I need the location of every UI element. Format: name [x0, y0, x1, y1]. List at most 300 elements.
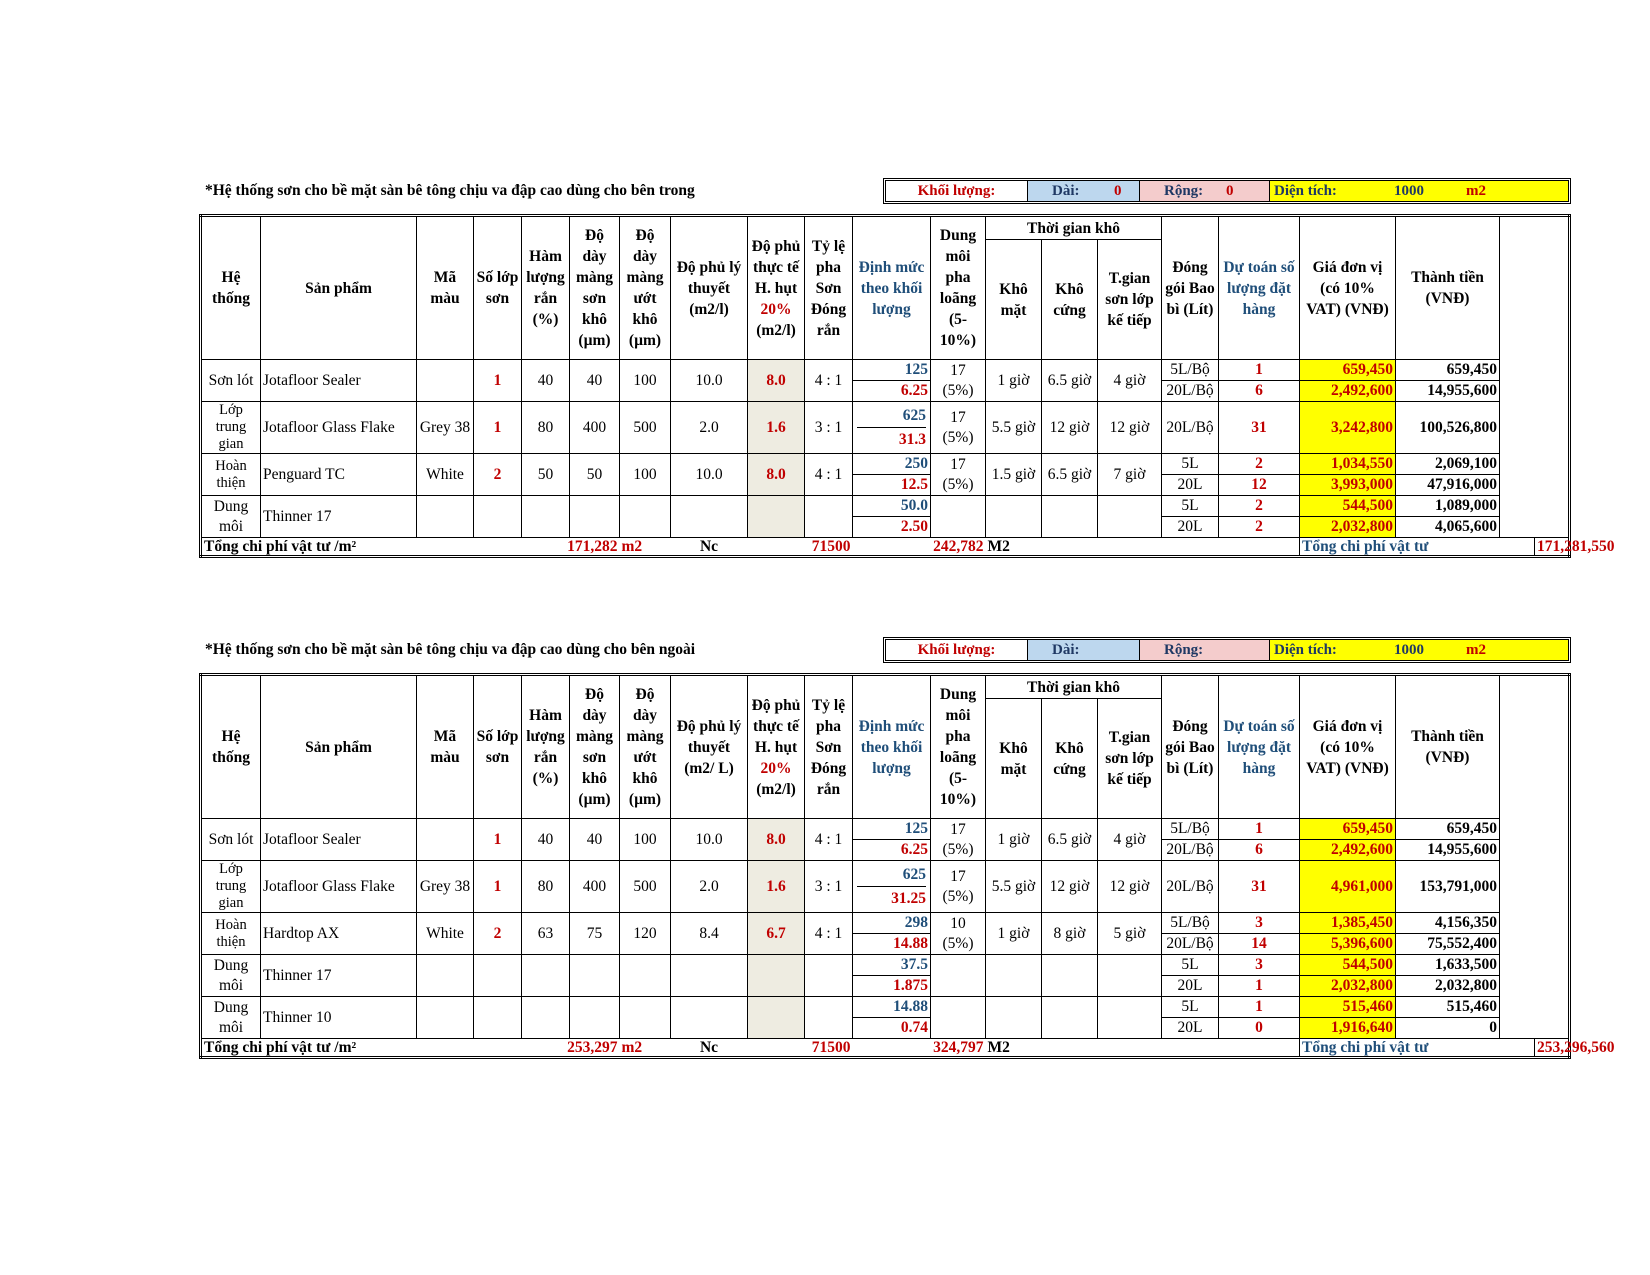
- dry-film-cell: 50: [570, 454, 620, 496]
- theoretical-cell: 10.0: [671, 819, 748, 861]
- table-row: [201, 402, 1570, 454]
- thinner-cell: 10 (5%): [931, 913, 986, 955]
- amount-cell: 47,916,000: [1396, 475, 1500, 496]
- wet-film-cell: 120: [620, 913, 671, 955]
- amount-cell: 659,450: [1396, 819, 1500, 840]
- total-row: [201, 1039, 1570, 1058]
- header-theoretical-coverage: Độ phủ lý thuyết (m2/ L): [671, 675, 748, 819]
- system-cell: Dung môi: [201, 496, 261, 538]
- recoat-cell: [1098, 997, 1162, 1039]
- dry-film-cell: 40: [570, 819, 620, 861]
- unit-price-cell[interactable]: 544,500: [1300, 496, 1396, 517]
- header-hard-dry: Khô cứng: [1042, 240, 1098, 360]
- quantity-label: Khối lượng:: [886, 640, 1028, 660]
- total-cost-value: 253,296,560: [1535, 1039, 1570, 1058]
- theoretical-cell: [671, 955, 748, 997]
- solid-cell: 40: [522, 360, 570, 402]
- total-unit: m2: [620, 538, 671, 557]
- header-practical-b: (m2/l): [756, 321, 796, 339]
- coats-cell: 1: [474, 402, 522, 454]
- solid-cell: 40: [522, 819, 570, 861]
- width-cell[interactable]: [1140, 181, 1270, 201]
- solid-cell: 80: [522, 861, 570, 913]
- area-label: Diện tích:: [1274, 641, 1337, 658]
- order-qty-cell[interactable]: 2: [1219, 496, 1300, 517]
- solid-cell: [522, 997, 570, 1039]
- color-code-cell: [417, 819, 474, 861]
- order-qty-cell[interactable]: 14: [1219, 934, 1300, 955]
- unit-price-cell[interactable]: 4,961,000: [1300, 861, 1396, 913]
- consumption-cell: 12.5: [853, 475, 931, 496]
- system-cell: Hoàn thiện: [201, 454, 261, 496]
- area-cell[interactable]: [1270, 640, 1568, 660]
- header-thinner: Dung môi pha loãng (5-10%): [931, 216, 986, 360]
- packing-cell: 5L: [1162, 496, 1219, 517]
- header-practical-coverage: [748, 216, 805, 360]
- header-mix-ratio: Tỷ lệ pha Sơn Đóng rắn: [805, 216, 853, 360]
- recoat-cell: [1098, 955, 1162, 997]
- order-qty-cell[interactable]: 2: [1219, 454, 1300, 475]
- wet-film-cell: 500: [620, 861, 671, 913]
- length-label: Dài:: [1052, 182, 1080, 199]
- practical-cell: [748, 496, 805, 538]
- total-per-m2: 171,282: [522, 538, 620, 557]
- total-row: [201, 538, 1570, 557]
- consumption-vol: 31.25: [891, 890, 926, 907]
- consumption-cell: 37.5: [853, 955, 931, 976]
- wet-film-cell: 100: [620, 454, 671, 496]
- coats-cell: 1: [474, 861, 522, 913]
- recoat-cell: 5 giờ: [1098, 913, 1162, 955]
- consumption-vol: 31.3: [898, 431, 926, 448]
- consumption-cell: 125: [853, 360, 931, 381]
- coats-cell: [474, 997, 522, 1039]
- nc-value: 71500: [748, 1039, 853, 1058]
- header-practical-a: Độ phủ thực tế H. hụt: [751, 237, 801, 297]
- consumption-cell: 14.88: [853, 997, 931, 1018]
- unit-price-cell[interactable]: 1,916,640: [1300, 1018, 1396, 1039]
- header-product: Sản phẩm: [261, 675, 417, 819]
- unit-price-cell[interactable]: 2,032,800: [1300, 517, 1396, 538]
- ratio-cell: 3 : 1: [805, 861, 853, 913]
- paint-system-table: [199, 214, 1615, 558]
- amount-cell: 0: [1396, 1018, 1500, 1039]
- packing-cell: 5L/Bộ: [1162, 913, 1219, 934]
- amount-cell: 2,069,100: [1396, 454, 1500, 475]
- practical-cell: 1.6: [748, 861, 805, 913]
- length-label: Dài:: [1052, 641, 1080, 658]
- touch-dry-cell: 5.5 giờ: [986, 402, 1042, 454]
- theoretical-cell: 8.4: [671, 913, 748, 955]
- header-packing: Đóng gói Bao bì (Lít): [1162, 675, 1219, 819]
- table-row: [201, 861, 1570, 913]
- unit-price-cell[interactable]: 3,242,800: [1300, 402, 1396, 454]
- thinner-cell: [931, 496, 986, 538]
- order-qty-cell[interactable]: 0: [1219, 1018, 1300, 1039]
- grand-per-m2: 324,797: [853, 1039, 986, 1058]
- table-row: [201, 496, 1570, 517]
- packing-cell: 20L/Bộ: [1162, 402, 1219, 454]
- ratio-cell: 4 : 1: [805, 454, 853, 496]
- solid-cell: [522, 496, 570, 538]
- table-row: [201, 997, 1570, 1018]
- quantity-label: Khối lượng:: [886, 181, 1028, 201]
- ratio-cell: 4 : 1: [805, 819, 853, 861]
- product-cell: Penguard TC: [261, 454, 417, 496]
- header-practical-pct: 20%: [760, 300, 792, 318]
- wet-film-cell: 100: [620, 360, 671, 402]
- packing-cell: 20L: [1162, 976, 1219, 997]
- total-per-m2: 253,297: [522, 1039, 620, 1058]
- amount-cell: 153,791,000: [1396, 861, 1500, 913]
- hard-dry-cell: [1042, 496, 1098, 538]
- order-qty-cell[interactable]: 31: [1219, 861, 1300, 913]
- color-code-cell: [417, 997, 474, 1039]
- consumption-cell: 250: [853, 454, 931, 475]
- area-unit: m2: [1466, 182, 1486, 199]
- header-consumption: Định mức theo khối lượng: [853, 216, 931, 360]
- total-cost-value: 171,281,550: [1535, 538, 1570, 557]
- theoretical-cell: 2.0: [671, 861, 748, 913]
- header-practical-pct: 20%: [760, 759, 792, 777]
- touch-dry-cell: 1 giờ: [986, 360, 1042, 402]
- packing-cell: 20L/Bộ: [1162, 861, 1219, 913]
- quantity-box: [883, 637, 1571, 663]
- unit-price-cell[interactable]: 1,034,550: [1300, 454, 1396, 475]
- header-product: Sản phẩm: [261, 216, 417, 360]
- packing-cell: 5L: [1162, 454, 1219, 475]
- coats-cell: 2: [474, 913, 522, 955]
- thinner-cell: [931, 997, 986, 1039]
- hard-dry-cell: 12 giờ: [1042, 861, 1098, 913]
- color-code-cell: Grey 38: [417, 402, 474, 454]
- dry-film-cell: 400: [570, 402, 620, 454]
- hard-dry-cell: [1042, 997, 1098, 1039]
- header-color-code: Mã màu: [417, 216, 474, 360]
- paint-system-table: [199, 673, 1615, 1059]
- touch-dry-cell: [986, 997, 1042, 1039]
- system-cell: Dung môi: [201, 955, 261, 997]
- order-qty-cell[interactable]: 6: [1219, 840, 1300, 861]
- order-qty-cell[interactable]: 3: [1219, 955, 1300, 976]
- order-qty-cell[interactable]: 6: [1219, 381, 1300, 402]
- consumption-cell: 125: [853, 819, 931, 840]
- coats-cell: 1: [474, 360, 522, 402]
- unit-price-cell[interactable]: 659,450: [1300, 819, 1396, 840]
- header-recoat: T.gian sơn lớp kế tiếp: [1098, 240, 1162, 360]
- grand-unit: M2: [986, 1039, 1042, 1058]
- consumption-cell: 6.25: [853, 840, 931, 861]
- ratio-cell: 3 : 1: [805, 402, 853, 454]
- order-qty-cell[interactable]: 1: [1219, 997, 1300, 1018]
- hard-dry-cell: [1042, 955, 1098, 997]
- consumption-cell: 1.875: [853, 976, 931, 997]
- amount-cell: 1,089,000: [1396, 496, 1500, 517]
- product-cell: Hardtop AX: [261, 913, 417, 955]
- unit-price-cell[interactable]: 3,993,000: [1300, 475, 1396, 496]
- packing-cell: 20L: [1162, 475, 1219, 496]
- width-value[interactable]: 0: [1226, 182, 1234, 199]
- product-cell: Thinner 17: [261, 955, 417, 997]
- order-qty-cell[interactable]: 12: [1219, 475, 1300, 496]
- header-amount: Thành tiền (VNĐ): [1396, 675, 1500, 819]
- packing-cell: 20L: [1162, 517, 1219, 538]
- header-touch-dry: Khô mặt: [986, 699, 1042, 819]
- header-wet-film: Độ dày màng ướt khô (µm): [620, 216, 671, 360]
- unit-price-cell[interactable]: 2,492,600: [1300, 840, 1396, 861]
- coats-cell: [474, 496, 522, 538]
- unit-price-cell[interactable]: 544,500: [1300, 955, 1396, 976]
- color-code-cell: White: [417, 913, 474, 955]
- section-interior: [199, 178, 1615, 558]
- theoretical-cell: [671, 997, 748, 1039]
- dry-film-cell: [570, 955, 620, 997]
- area-value[interactable]: 1000: [1394, 182, 1424, 199]
- section-exterior: [199, 637, 1615, 1059]
- dry-film-cell: [570, 997, 620, 1039]
- consumption-cell: 50.0: [853, 496, 931, 517]
- table-row: [201, 819, 1570, 840]
- packing-cell: 20L/Bộ: [1162, 381, 1219, 402]
- color-code-cell: Grey 38: [417, 861, 474, 913]
- header-unit-price: Giá đơn vị (có 10% VAT) (VNĐ): [1300, 216, 1396, 360]
- thinner-cell: 17 (5%): [931, 819, 986, 861]
- packing-cell: 20L/Bộ: [1162, 934, 1219, 955]
- header-dry-film: Độ dày màng sơn khô (µm): [570, 216, 620, 360]
- ratio-cell: [805, 997, 853, 1039]
- unit-price-cell[interactable]: 2,492,600: [1300, 381, 1396, 402]
- color-code-cell: White: [417, 454, 474, 496]
- header-practical-coverage: [748, 675, 805, 819]
- section-title: *Hệ thống sơn cho bề mặt sàn bê tông chịu va đập cao dùng cho bên ngoài: [205, 641, 696, 658]
- product-cell: Jotafloor Sealer: [261, 360, 417, 402]
- dry-film-cell: 400: [570, 861, 620, 913]
- recoat-cell: [1098, 496, 1162, 538]
- header-practical-a: Độ phủ thực tế H. hụt: [751, 696, 801, 756]
- table-row: [201, 454, 1570, 475]
- table-row: [201, 360, 1570, 381]
- amount-cell: 515,460: [1396, 997, 1500, 1018]
- header-packing: Đóng gói Bao bì (Lít): [1162, 216, 1219, 360]
- section-title: *Hệ thống sơn cho bề mặt sàn bê tông chịu va đập cao dùng cho bên trong: [205, 182, 695, 199]
- consumption-cell: [853, 402, 931, 454]
- packing-cell: 20L: [1162, 1018, 1219, 1039]
- practical-cell: [748, 997, 805, 1039]
- consumption-cell: [853, 861, 931, 913]
- dry-film-cell: 75: [570, 913, 620, 955]
- header-drying-time: Thời gian khô: [986, 675, 1162, 699]
- header-coats: Số lớp sơn: [474, 675, 522, 819]
- recoat-cell: 7 giờ: [1098, 454, 1162, 496]
- amount-cell: 75,552,400: [1396, 934, 1500, 955]
- header-recoat: T.gian sơn lớp kế tiếp: [1098, 699, 1162, 819]
- coats-cell: [474, 955, 522, 997]
- ratio-cell: 4 : 1: [805, 360, 853, 402]
- wet-film-cell: 100: [620, 819, 671, 861]
- system-cell: Lớp trung gian: [201, 861, 261, 913]
- amount-cell: 14,955,600: [1396, 840, 1500, 861]
- touch-dry-cell: [986, 496, 1042, 538]
- touch-dry-cell: 1 giờ: [986, 913, 1042, 955]
- total-cost-label: Tổng chi phí vật tư: [1300, 1039, 1535, 1058]
- unit-price-cell[interactable]: 5,396,600: [1300, 934, 1396, 955]
- order-qty-cell[interactable]: 31: [1219, 402, 1300, 454]
- amount-cell: 100,526,800: [1396, 402, 1500, 454]
- unit-price-cell[interactable]: 659,450: [1300, 360, 1396, 381]
- width-cell[interactable]: [1140, 640, 1270, 660]
- table-row: [201, 955, 1570, 976]
- theoretical-cell: [671, 496, 748, 538]
- nc-value: 71500: [748, 538, 853, 557]
- ratio-cell: 4 : 1: [805, 913, 853, 955]
- recoat-cell: 12 giờ: [1098, 861, 1162, 913]
- amount-cell: 4,156,350: [1396, 913, 1500, 934]
- consumption-qty: 625: [857, 404, 926, 428]
- header-order-qty: Dự toán số lượng đặt hàng: [1219, 216, 1300, 360]
- hard-dry-cell: 6.5 giờ: [1042, 360, 1098, 402]
- thinner-cell: [931, 955, 986, 997]
- coats-cell: 2: [474, 454, 522, 496]
- product-cell: Jotafloor Glass Flake: [261, 861, 417, 913]
- amount-cell: 4,065,600: [1396, 517, 1500, 538]
- nc-label: Nc: [671, 538, 748, 557]
- order-qty-cell[interactable]: 1: [1219, 976, 1300, 997]
- wet-film-cell: [620, 496, 671, 538]
- thinner-cell: 17 (5%): [931, 454, 986, 496]
- hard-dry-cell: 6.5 giờ: [1042, 819, 1098, 861]
- header-wet-film: Độ dày màng ướt khô (µm): [620, 675, 671, 819]
- header-consumption: Định mức theo khối lượng: [853, 675, 931, 819]
- order-qty-cell[interactable]: 1: [1219, 819, 1300, 840]
- wet-film-cell: 500: [620, 402, 671, 454]
- header-order-qty: Dự toán số lượng đặt hàng: [1219, 675, 1300, 819]
- unit-price-cell[interactable]: 1,385,450: [1300, 913, 1396, 934]
- hard-dry-cell: 12 giờ: [1042, 402, 1098, 454]
- product-cell: Thinner 10: [261, 997, 417, 1039]
- width-label: Rộng:: [1164, 182, 1204, 199]
- dry-film-cell: 40: [570, 360, 620, 402]
- practical-cell: [748, 955, 805, 997]
- length-cell[interactable]: [1028, 640, 1140, 660]
- header-amount: Thành tiền (VNĐ): [1396, 216, 1500, 360]
- touch-dry-cell: 5.5 giờ: [986, 861, 1042, 913]
- practical-cell: 1.6: [748, 402, 805, 454]
- packing-cell: 5L: [1162, 997, 1219, 1018]
- width-label: Rộng:: [1164, 641, 1204, 658]
- consumption-cell: 2.50: [853, 517, 931, 538]
- color-code-cell: [417, 360, 474, 402]
- system-cell: Sơn lót: [201, 360, 261, 402]
- thinner-cell: 17 (5%): [931, 861, 986, 913]
- total-label: Tổng chi phí vật tư /m²: [201, 1039, 522, 1058]
- practical-cell: 6.7: [748, 913, 805, 955]
- ratio-cell: [805, 955, 853, 997]
- system-cell: Sơn lót: [201, 819, 261, 861]
- grand-unit: M2: [986, 538, 1042, 557]
- order-qty-cell[interactable]: 1: [1219, 360, 1300, 381]
- system-cell: Lớp trung gian: [201, 402, 261, 454]
- length-cell[interactable]: [1028, 181, 1140, 201]
- product-cell: Jotafloor Sealer: [261, 819, 417, 861]
- total-cost-label: Tổng chi phí vật tư: [1300, 538, 1535, 557]
- area-value[interactable]: 1000: [1394, 641, 1424, 658]
- solid-cell: 63: [522, 913, 570, 955]
- wet-film-cell: [620, 955, 671, 997]
- length-value[interactable]: 0: [1114, 182, 1122, 199]
- area-cell[interactable]: [1270, 181, 1568, 201]
- practical-cell: 8.0: [748, 454, 805, 496]
- color-code-cell: [417, 496, 474, 538]
- unit-price-cell[interactable]: 515,460: [1300, 997, 1396, 1018]
- grand-per-m2: 242,782: [853, 538, 986, 557]
- header-thinner: Dung môi pha loãng (5-10%): [931, 675, 986, 819]
- product-cell: Jotafloor Glass Flake: [261, 402, 417, 454]
- header-dry-film: Độ dày màng sơn khô (µm): [570, 675, 620, 819]
- system-cell: Dung môi: [201, 997, 261, 1039]
- table-row: [201, 913, 1570, 934]
- area-label: Diện tích:: [1274, 182, 1337, 199]
- consumption-cell: 6.25: [853, 381, 931, 402]
- hard-dry-cell: 8 giờ: [1042, 913, 1098, 955]
- touch-dry-cell: 1.5 giờ: [986, 454, 1042, 496]
- unit-price-cell[interactable]: 2,032,800: [1300, 976, 1396, 997]
- thinner-cell: 17 (5%): [931, 402, 986, 454]
- packing-cell: 5L/Bộ: [1162, 360, 1219, 381]
- amount-cell: 659,450: [1396, 360, 1500, 381]
- packing-cell: 5L/Bộ: [1162, 819, 1219, 840]
- header-color-code: Mã màu: [417, 675, 474, 819]
- consumption-cell: 298: [853, 913, 931, 934]
- practical-cell: 8.0: [748, 360, 805, 402]
- theoretical-cell: 10.0: [671, 454, 748, 496]
- total-label: Tổng chi phí vật tư /m²: [201, 538, 522, 557]
- header-system: Hệ thống: [201, 675, 261, 819]
- wet-film-cell: [620, 997, 671, 1039]
- color-code-cell: [417, 955, 474, 997]
- order-qty-cell[interactable]: 3: [1219, 913, 1300, 934]
- amount-cell: 14,955,600: [1396, 381, 1500, 402]
- quantity-box: [883, 178, 1571, 204]
- recoat-cell: 4 giờ: [1098, 360, 1162, 402]
- header-theoretical-coverage: Độ phủ lý thuyết (m2/l): [671, 216, 748, 360]
- order-qty-cell[interactable]: 2: [1219, 517, 1300, 538]
- solid-cell: 80: [522, 402, 570, 454]
- consumption-cell: 0.74: [853, 1018, 931, 1039]
- header-solid-content: Hàm lượng rắn (%): [522, 675, 570, 819]
- theoretical-cell: 2.0: [671, 402, 748, 454]
- packing-cell: 5L: [1162, 955, 1219, 976]
- consumption-qty: 625: [857, 863, 926, 887]
- coats-cell: 1: [474, 819, 522, 861]
- header-drying-time: Thời gian khô: [986, 216, 1162, 240]
- area-unit: m2: [1466, 641, 1486, 658]
- header-system: Hệ thống: [201, 216, 261, 360]
- thinner-cell: 17 (5%): [931, 360, 986, 402]
- recoat-cell: 4 giờ: [1098, 819, 1162, 861]
- header-unit-price: Giá đơn vị (có 10% VAT) (VNĐ): [1300, 675, 1396, 819]
- theoretical-cell: 10.0: [671, 360, 748, 402]
- consumption-cell: 14.88: [853, 934, 931, 955]
- recoat-cell: 12 giờ: [1098, 402, 1162, 454]
- practical-cell: 8.0: [748, 819, 805, 861]
- hard-dry-cell: 6.5 giờ: [1042, 454, 1098, 496]
- amount-cell: 2,032,800: [1396, 976, 1500, 997]
- header-practical-b: (m2/l): [756, 780, 796, 798]
- ratio-cell: [805, 496, 853, 538]
- header-touch-dry: Khô mặt: [986, 240, 1042, 360]
- solid-cell: 50: [522, 454, 570, 496]
- touch-dry-cell: 1 giờ: [986, 819, 1042, 861]
